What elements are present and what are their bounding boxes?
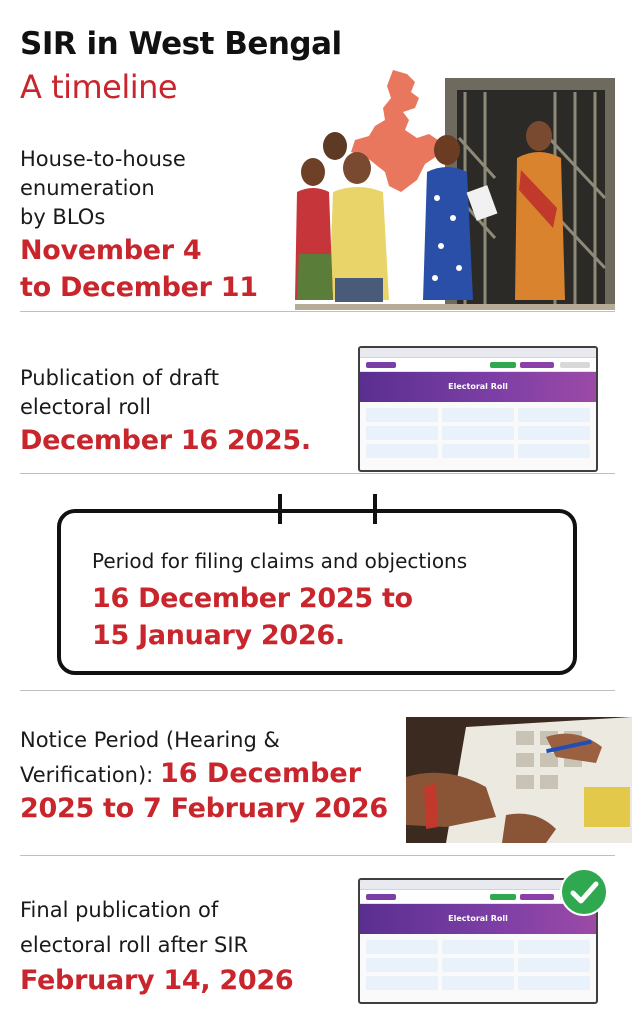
site-nav-bar: [360, 358, 596, 372]
divider: [20, 690, 615, 691]
divider: [20, 855, 615, 856]
divider: [20, 473, 615, 474]
section-1-date-line: November 4: [20, 235, 202, 266]
section-1-date-line: to December 11: [20, 272, 258, 303]
section-2-label-line: electoral roll: [20, 395, 152, 419]
section-1-date: [20, 232, 310, 306]
screenshot-tile-grid: [360, 934, 596, 996]
screenshot-hero-title: Electoral Roll: [360, 372, 596, 402]
section-3-date-line: 15 January 2026.: [92, 620, 345, 651]
section-4-date: 2025 to 7 February 2026: [20, 793, 388, 824]
page-subtitle: A timeline: [20, 68, 178, 106]
section-3-label: Period for filing claims and objections: [92, 549, 468, 573]
section-2-label-line: Publication of draft: [20, 366, 219, 390]
section-3-date: [92, 580, 452, 654]
section-1-label-line: House-to-house: [20, 147, 186, 171]
section-5-label-line: electoral roll after SIR: [20, 933, 249, 957]
section-2-label: [20, 364, 340, 422]
section-4-label-line: Verification):: [20, 763, 154, 787]
section-1-label: [20, 145, 280, 232]
section-5-label: [20, 896, 320, 960]
screenshot-tile-grid: [360, 402, 596, 464]
section-3-date-line: 16 December 2025 to: [92, 583, 413, 614]
section-4-label-line: Notice Period (Hearing &: [20, 728, 280, 752]
check-circle-icon: [560, 868, 608, 916]
section-5-label-line: Final publication of: [20, 898, 219, 922]
section-4-date-inline: 16 December: [159, 758, 362, 789]
section-4-label: [20, 726, 400, 790]
section-1-label-line: enumeration: [20, 176, 155, 200]
section-1-label-line: by BLOs: [20, 205, 106, 229]
draft-roll-screenshot: [358, 346, 598, 472]
divider: [20, 311, 615, 312]
section-5-date: February 14, 2026: [20, 965, 294, 996]
section-2-date: December 16 2025.: [20, 425, 311, 456]
verification-photo: [406, 717, 632, 843]
screenshot-hero-title: Electoral Roll: [360, 904, 596, 934]
browser-chrome: [360, 348, 596, 358]
page-title: SIR in West Bengal: [20, 26, 342, 62]
enumeration-photo: [295, 78, 615, 310]
